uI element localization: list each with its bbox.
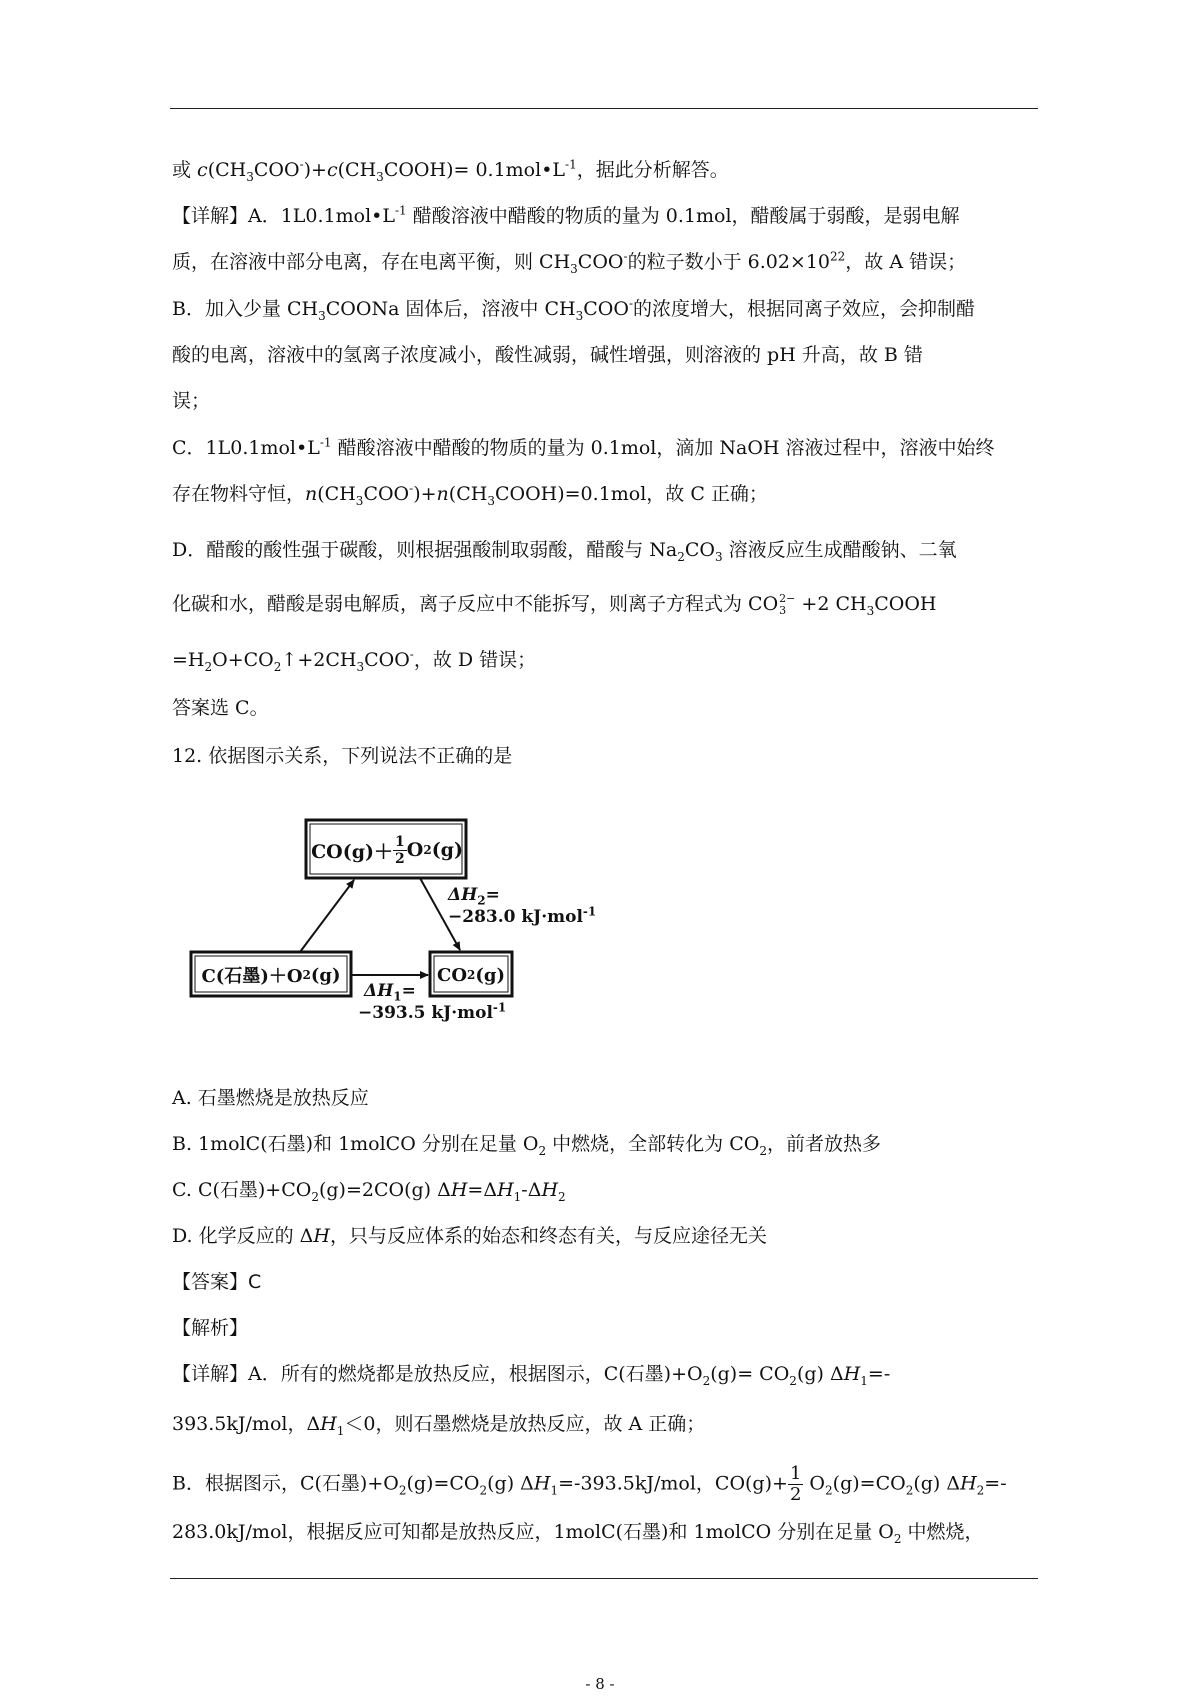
header-rule xyxy=(170,108,1038,109)
right-box-label: CO 2 (g) xyxy=(437,964,505,986)
arrow-left-to-top xyxy=(300,880,354,952)
text-line: 【详解】A．$1L0.1mol•L^{-1}$ 醋酸溶液中醋酸的物质的量为 0.1mol，醋酸属于弱酸，是弱电解 xyxy=(172,203,960,227)
option-c: C. C(石墨)$+CO_2(g)=2CO(g)$ $\Delta H=\Delta H_1-\Delta H_2$ xyxy=(172,1179,566,1204)
top-box-label: CO(g)＋ $\frac{1}{2}$ O 2 (g) xyxy=(311,833,463,867)
ion-charge: 2− 3 xyxy=(779,592,796,617)
answer-line: 【答案】C xyxy=(172,1271,262,1293)
text-line: 误； xyxy=(172,390,211,412)
text-line: 答案选 C。 xyxy=(172,697,269,719)
dh2-label: $\Delta H_2=$ −283.0 kJ·mol$^{-1}$ xyxy=(448,885,597,927)
fraction: $\frac{1}{2}$ xyxy=(395,833,405,867)
page-number: - 8 - xyxy=(585,1675,615,1693)
fraction: $\frac{1}{2}$ xyxy=(789,1463,802,1505)
footer-rule xyxy=(170,1578,1038,1579)
energy-diagram xyxy=(188,810,597,1040)
detail-line: B．根据图示，C(石墨)$+O_2(g)=CO_2(g)$ $\Delta H_1=-393.5kJ$/mol，CO(g)+ $\frac{1}{2}$ $O_2(g)=CO_2(g)$ $\Delta H_2=-$ xyxy=(172,1463,1007,1505)
text-line: 存在物料守恒，$n(CH_3COO^-)+n(CH_3COOH)=0.1mol$，故 C 正确； xyxy=(172,481,768,508)
question-title: 12. 依据图示关系，下列说法不正确的是 xyxy=(172,745,513,767)
text-line: $=H_2O+CO_2↑+2CH_3COO^-$，故 D 错误； xyxy=(172,647,537,674)
option-d: D. 化学反应的 ΔH，只与反应体系的始态和终态有关，与反应途径无关 xyxy=(172,1225,767,1247)
text-line: D．醋酸的酸性强于碳酸，则根据强酸制取弱酸，醋酸与 $Na_2CO_3$ 溶液反应生成醋酸钠、二氧 xyxy=(172,539,957,564)
analysis-heading: 【解析】 xyxy=(172,1317,249,1339)
text-line: B．加入少量 $CH_3COONa$ 固体后，溶液中 $CH_3COO^-$的浓度增大，根据同离子效应，会抑制醋 xyxy=(172,296,976,323)
detail-line: 283.0kJ/mol，根据反应可知都是放热反应，1molC(石墨)和 1molCO 分别在足量 $O_2$ 中燃烧， xyxy=(172,1521,984,1546)
text-line: C．$1L0.1mol•L^{-1}$ 醋酸溶液中醋酸的物质的量为 0.1mol，滴加 NaOH 溶液过程中，溶液中始终 xyxy=(172,435,995,459)
detail-line: 393.5kJ/mol，$\Delta H_1<0$，则石墨燃烧是放热反应，故 A 正确； xyxy=(172,1413,706,1438)
option-a: A. 石墨燃烧是放热反应 xyxy=(172,1087,369,1109)
text-line: 化碳和水，醋酸是弱电解质，离子反应中不能拆写，则离子方程式为 CO 2− 3 +2 $CH_3COOH$ xyxy=(172,592,937,618)
text-line: 或 $c(CH_3COO^-)+c(CH_3COOH)=$ $0.1mol•L^{-1}$，据此分析解答。 xyxy=(172,157,729,184)
text-line: 质，在溶液中部分电离，存在电离平衡，则 $CH_3COO^-$的粒子数小于 $6.02\times 10^{22}$，故 A 错误； xyxy=(172,249,967,276)
text-line: 酸的电离，溶液中的氢离子浓度减小，酸性减弱，碱性增强，则溶液的 pH 升高，故 B 错 xyxy=(172,344,923,366)
option-b: B. 1molC(石墨)和 1molCO 分别在足量 $O_2$ 中燃烧，全部转化为 $CO_2$，前者放热多 xyxy=(172,1133,881,1158)
left-box-label: C(石墨)＋O 2 (g) xyxy=(201,964,341,987)
dh1-label: $\Delta H_1=$ −393.5 kJ·mol$^{-1}$ xyxy=(358,981,507,1023)
detail-line: 【详解】A．所有的燃烧都是放热反应，根据图示，C(石墨)$+O_2(g)= CO_2(g)$ $\Delta H_1=-$ xyxy=(172,1363,891,1388)
